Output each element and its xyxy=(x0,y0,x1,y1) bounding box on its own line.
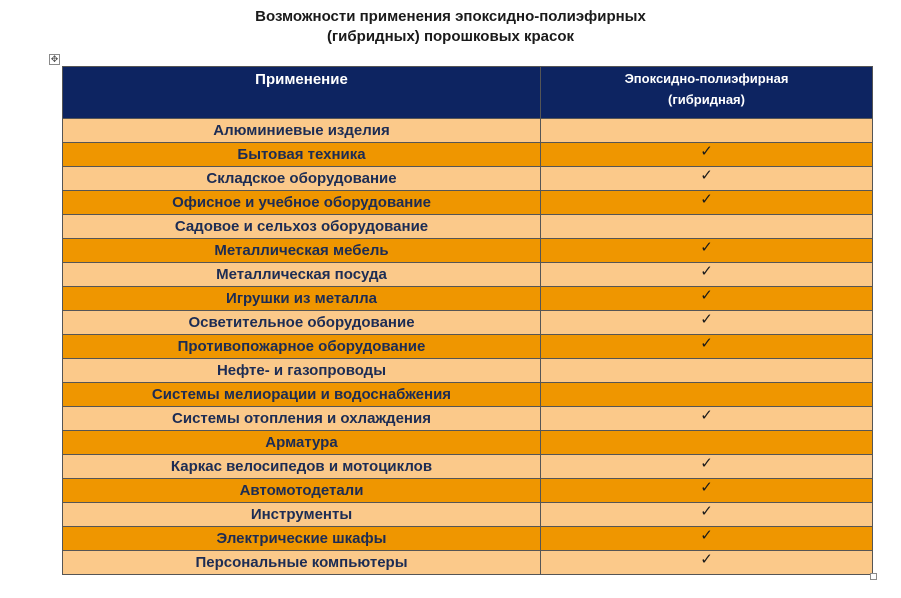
table-row xyxy=(63,167,873,191)
header-application: Применение xyxy=(63,67,541,119)
row-label: Металлическая посуда xyxy=(63,263,541,287)
table-resize-icon[interactable] xyxy=(870,573,877,580)
row-check: ✓ xyxy=(541,479,873,503)
row-check xyxy=(541,431,873,455)
table-row xyxy=(63,527,873,551)
table-row xyxy=(63,407,873,431)
row-label: Персональные компьютеры xyxy=(63,551,541,575)
row-label: Алюминиевые изделия xyxy=(63,119,541,143)
table-body xyxy=(63,119,873,575)
page-title xyxy=(0,7,901,47)
row-check: ✓ xyxy=(541,239,873,263)
table-row xyxy=(63,143,873,167)
header-hybrid-type xyxy=(541,67,873,119)
row-check xyxy=(541,119,873,143)
table-row xyxy=(63,479,873,503)
row-check xyxy=(541,383,873,407)
table-row xyxy=(63,263,873,287)
table-row xyxy=(63,119,873,143)
row-check: ✓ xyxy=(541,407,873,431)
applications-table xyxy=(62,66,873,575)
row-check: ✓ xyxy=(541,503,873,527)
row-label: Электрические шкафы xyxy=(63,527,541,551)
table-row xyxy=(63,551,873,575)
row-label: Бытовая техника xyxy=(63,143,541,167)
row-check: ✓ xyxy=(541,455,873,479)
header-hybrid-type-line-1: Эпоксидно-полиэфирная xyxy=(624,71,789,86)
row-label: Садовое и сельхоз оборудование xyxy=(63,215,541,239)
row-label: Системы отопления и охлаждения xyxy=(63,407,541,431)
row-label: Складское оборудование xyxy=(63,167,541,191)
table-row xyxy=(63,287,873,311)
table-row xyxy=(63,335,873,359)
row-label: Металлическая мебель xyxy=(63,239,541,263)
row-check: ✓ xyxy=(541,167,873,191)
row-check xyxy=(541,215,873,239)
row-check: ✓ xyxy=(541,191,873,215)
page-title-line-2: (гибридных) порошковых красок xyxy=(326,28,575,45)
page-title-line-1: Возможности применения эпоксидно-полиэфирных xyxy=(255,8,646,25)
row-check xyxy=(541,359,873,383)
row-check: ✓ xyxy=(541,551,873,575)
row-label: Нефте- и газопроводы xyxy=(63,359,541,383)
row-label: Офисное и учебное оборудование xyxy=(63,191,541,215)
row-check: ✓ xyxy=(541,263,873,287)
row-label: Системы мелиорации и водоснабжения xyxy=(63,383,541,407)
row-label: Осветительное оборудование xyxy=(63,311,541,335)
header-hybrid-type-line-2: (гибридная) xyxy=(668,92,745,107)
row-label: Игрушки из металла xyxy=(63,287,541,311)
table-row xyxy=(63,191,873,215)
row-label: Автомотодетали xyxy=(63,479,541,503)
row-check: ✓ xyxy=(541,311,873,335)
table-row xyxy=(63,431,873,455)
table-row xyxy=(63,215,873,239)
row-label: Противопожарное оборудование xyxy=(63,335,541,359)
table-header-row xyxy=(63,67,873,119)
table-row xyxy=(63,503,873,527)
row-label: Инструменты xyxy=(63,503,541,527)
row-label: Арматура xyxy=(63,431,541,455)
row-check: ✓ xyxy=(541,287,873,311)
table-row xyxy=(63,383,873,407)
row-check: ✓ xyxy=(541,527,873,551)
row-check: ✓ xyxy=(541,335,873,359)
table-row xyxy=(63,311,873,335)
table-move-icon[interactable]: ✥ xyxy=(50,54,59,64)
row-label: Каркас велосипедов и мотоциклов xyxy=(63,455,541,479)
table-row xyxy=(63,455,873,479)
table-row xyxy=(63,359,873,383)
row-check: ✓ xyxy=(541,143,873,167)
table-row xyxy=(63,239,873,263)
